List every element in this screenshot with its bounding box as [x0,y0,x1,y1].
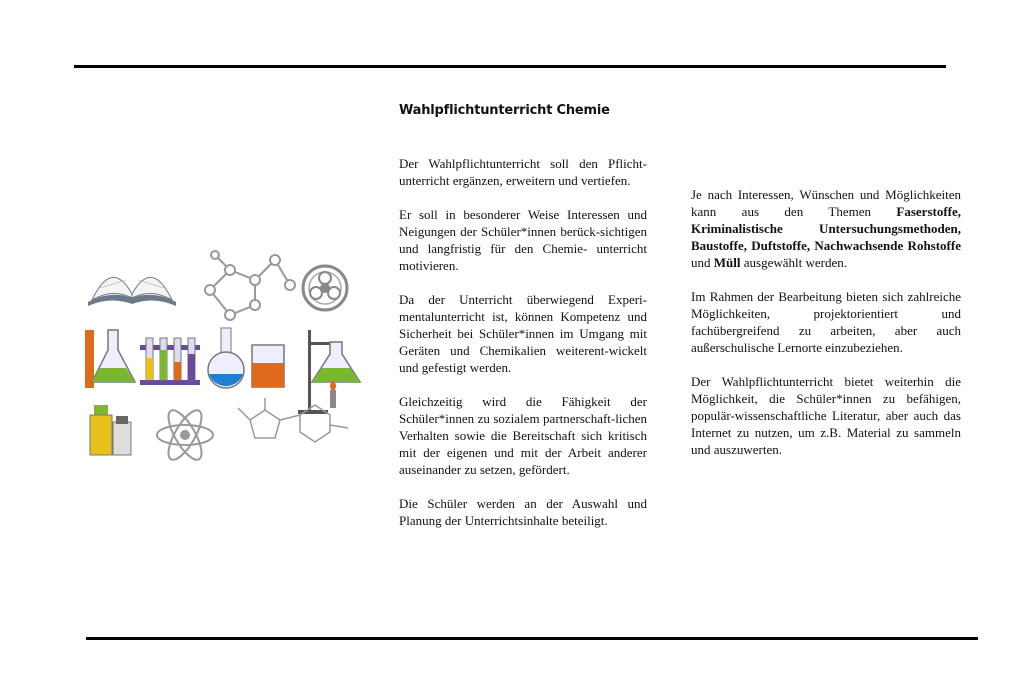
paragraph [691,186,961,271]
right-text-column [691,186,961,475]
round-flask-icon [208,328,244,388]
open-book-icon [88,277,176,306]
topics-intro: Je nach Interessen, Wünschen und Möglichkeiten kann aus den Themen [691,187,961,219]
top-rule [74,65,946,68]
page-title: Wahlpflichtunterricht Chemie [399,103,610,118]
beaker-icon [252,345,284,387]
bunsen-stand-icon [298,330,360,414]
topics-list: Faserstoffe, Kriminalistische Untersuchungsmethoden, Baustoffe, Duftstoffe, Nachwachsende Rohstoffe [691,204,962,253]
atom-icon [157,406,213,464]
flask-icon [85,330,135,388]
bottles-icon [90,405,131,455]
topics-end: ausgewählt werden. [743,255,847,270]
paragraph: Im Rahmen der Bearbeitung bieten sich zahlreiche Möglichkeiten, projektorientiert und fachübergreifend zu arbeiten, aber auch außerschulische Lernorte einzubeziehen. [691,289,961,355]
topics-und: und [691,255,711,270]
paragraph: Der Wahlpflichtunterricht bietet weiterhin die Möglichkeit, die Schüler*innen zu befähigen, populär-wissenschaftliche Literatur, aber auch das Internet zu nutzen, um z.B. Material zu sammeln und auszuwerten. [691,374,961,457]
paragraph: Er soll in besonderer Weise Interessen und Neigungen der Schüler*innen berück-sichtigen und langfristig für den Chemie- unterricht motivieren. [399,207,647,273]
paragraph: Die Schüler werden an der Auswahl und Planung der Unterrichtsinhalte beteiligt. [399,496,647,528]
bottom-rule [86,637,978,640]
paragraph: Da der Unterricht überwiegend Experi-mentalunterricht ist, können Kompetenz und Sicherheit bei Schüler*innen im Umgang mit Geräten und Chemikalien weiterent-wickelt und gefestigt werden. [399,292,647,375]
paragraph: Gleichzeitig wird die Fähigkeit der Schüler*innen zu sozialem partnerschaft-lichen Verhalten sowie die Bereitschaft sich kritisch mit der eigenen und mit der Arbeit anderer auseinander zu setzen, gefördert. [399,394,647,477]
left-text-column [399,155,647,546]
paragraph: Der Wahlpflichtunterricht soll den Pflicht-unterricht ergänzen, erweitern und vertiefen. [399,156,647,188]
chemistry-illustration [80,250,370,475]
biohazard-icon [303,266,347,310]
test-tube-rack-icon [140,338,200,385]
topic-muell: Müll [713,255,741,270]
molecule-icon [205,251,295,320]
